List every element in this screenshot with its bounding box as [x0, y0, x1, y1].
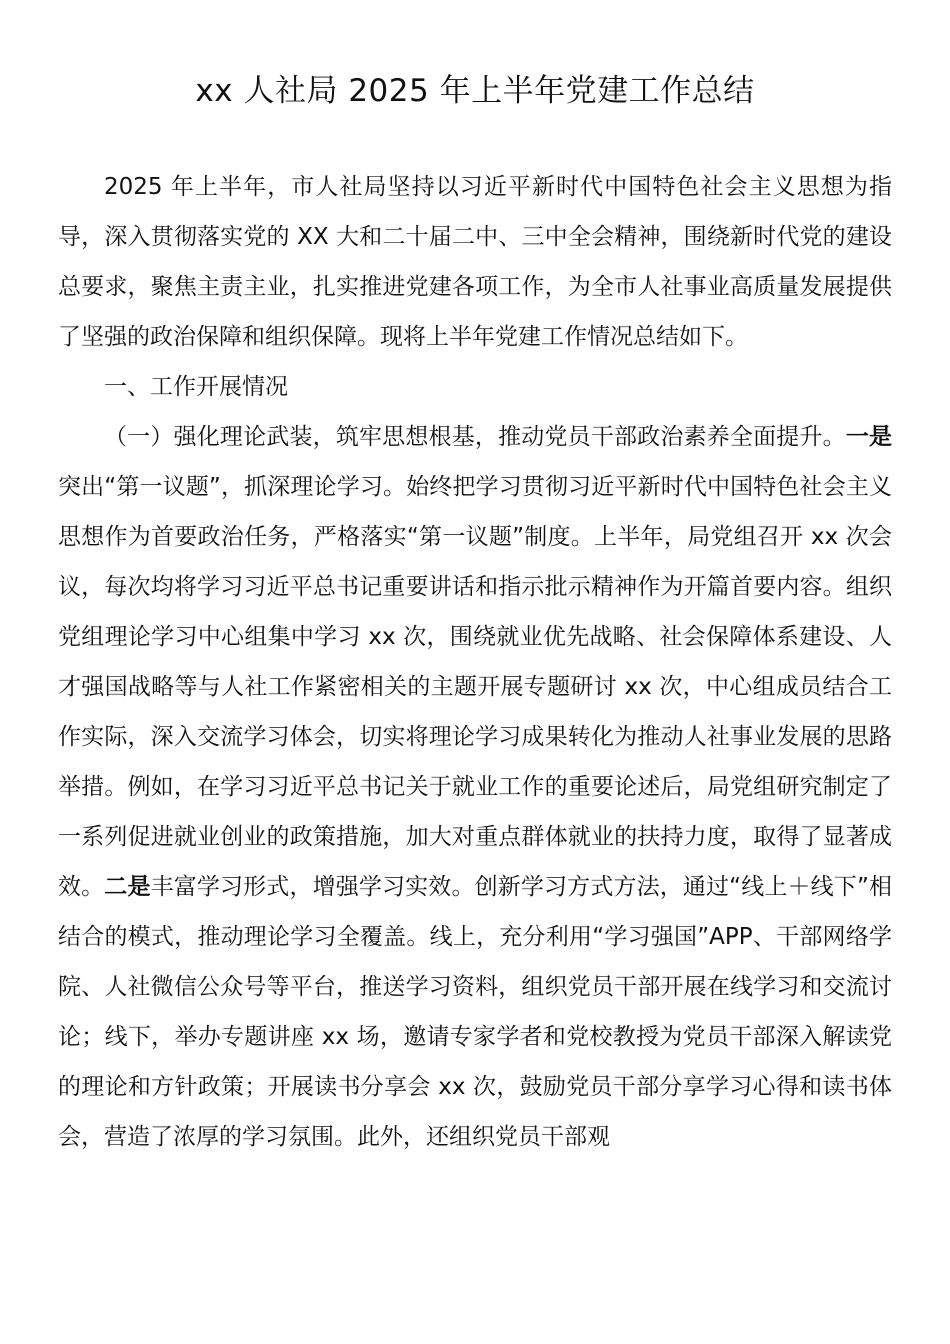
- section-heading: 一、工作开展情况: [104, 374, 288, 400]
- point-two-lead: 二是: [104, 874, 151, 900]
- point-two-text: 丰富学习形式，增强学习实效。创新学习方式方法，通过“线上＋线下”相结合的模式，推动理论学习全覆盖。线上，充分利用“学习强国”APP、干部网络学院、人社微信公众号等平台，推送学习资料，组织党员干部开展在线学习和交流讨论；线下，举办专题讲座 xx 场，邀请专家学者和党校教授为党员干部深入解读党的理论和方针政策；开展读书分享会 xx 次，鼓励党员干部分享学习心得和读书体会，营造了浓厚的学习氛围。此外，还组织党员干部观: [58, 874, 893, 1150]
- subsection-heading: （一）强化理论武装，筑牢思想根基，推动党员干部政治素养全面提升。: [104, 424, 846, 450]
- point-one-lead: 一是: [845, 424, 893, 450]
- intro-paragraph: 2025 年上半年，市人社局坚持以习近平新时代中国特色社会主义思想为指导，深入贯彻落实党的 XX 大和二十届二中、三中全会精神，围绕新时代党的建设总要求，聚焦主责主业，扎实推进党建各项工作，为全市人社事业高质量发展提供了坚强的政治保障和组织保障。现将上半年党建工作情况总结如下。: [58, 174, 892, 350]
- point-one-text: 突出“第一议题”，抓深理论学习。始终把学习贯彻习近平新时代中国特色社会主义思想作为首要政治任务，严格落实“第一议题”制度。上半年，局党组召开 xx 次会议，每次均将学习习近平总书记重要讲话和指示批示精神作为开篇首要内容。组织党组理论学习中心组集中学习 xx 次，围绕就业优先战略、社会保障体系建设、人才强国战略等与人社工作紧密相关的主题开展专题研讨 xx 次，中心组成员结合工作实际，深入交流学习体会，切实将理论学习成果转化为推动人社事业发展的思路举措。例如，在学习习近平总书记关于就业工作的重要论述后，局党组研究制定了一系列促进就业创业的政策措施，加大对重点群体就业的扶持力度，取得了显著成效。: [58, 474, 892, 900]
- document-title: xx 人社局 2025 年上半年党建工作总结: [195, 73, 755, 109]
- document-body: [58, 162, 892, 1162]
- subsection-paragraph: [58, 412, 892, 1162]
